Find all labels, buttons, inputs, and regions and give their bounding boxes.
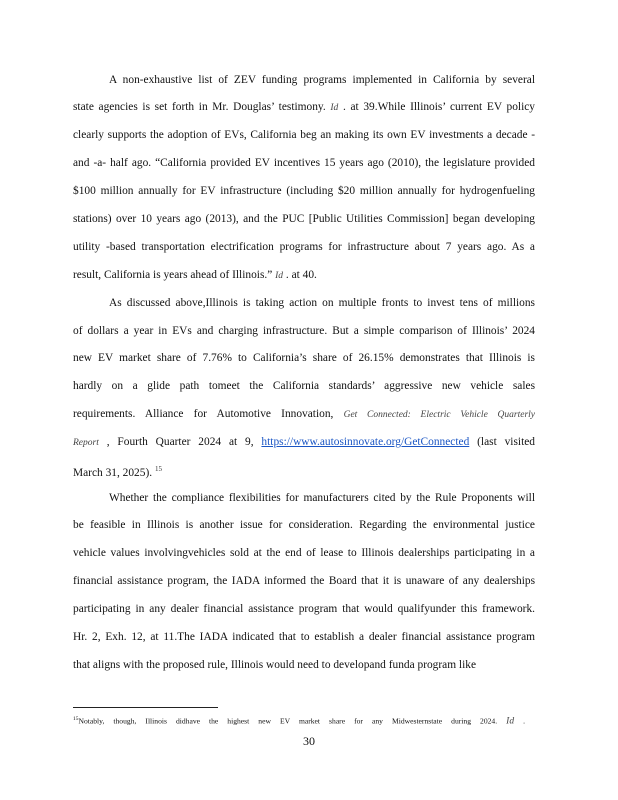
text-line bbox=[73, 602, 535, 616]
text-line bbox=[73, 351, 535, 365]
text-segment: financial assistance program, the IADA informed the Board that it is unaware of any dealerships bbox=[73, 575, 535, 587]
citation-italic: Get Connected: Electric Vehicle Quarterly bbox=[343, 410, 535, 420]
text-segment: and -a- half ago. “California provided EV incentives 15 years ago (2010), the legislature provided bbox=[73, 157, 535, 169]
text-segment: . at 39.While Illinois’ current EV policy bbox=[338, 101, 535, 113]
text-line bbox=[73, 156, 535, 170]
text-segment: that aligns with the proposed rule, Illinois would need to developand funda program like bbox=[73, 659, 477, 671]
citation-italic: Report bbox=[73, 438, 99, 448]
text-segment: As discussed above,Illinois is taking action on multiple fronts to invest tens of millions bbox=[109, 297, 535, 309]
text-segment: of dollars a year in EVs and charging infrastructure. But a simple comparison of Illinois’ 2024 bbox=[73, 325, 535, 337]
text-segment: requirements. Alliance for Automotive Innovation, bbox=[73, 408, 344, 420]
text-segment: (last visited bbox=[469, 436, 535, 448]
text-line bbox=[73, 518, 535, 532]
text-segment: A non-exhaustive list of ZEV funding programs implemented in California by several bbox=[109, 74, 535, 86]
text-line bbox=[73, 268, 535, 283]
text-segment: Whether the compliance flexibilities for manufacturers cited by the Rule Proponents will bbox=[109, 492, 535, 504]
text-line bbox=[73, 128, 535, 142]
footnote-reference[interactable]: 15 bbox=[154, 465, 162, 473]
text-segment: stations) over 10 years ago (2013), and the PUC [Public Utilities Commission] began developing bbox=[73, 213, 535, 225]
text-line bbox=[73, 462, 535, 480]
footnote-separator bbox=[73, 707, 218, 708]
footnote-citation: Id bbox=[506, 716, 515, 727]
text-line bbox=[73, 100, 535, 115]
text-line bbox=[73, 407, 535, 422]
source-link[interactable]: https://www.autosinnovate.org/GetConnected bbox=[261, 436, 470, 448]
text-segment: hardly on a glide path tomeet the California standards’ aggressive new vehicle sales bbox=[73, 380, 535, 392]
text-line bbox=[109, 491, 535, 505]
text-segment: result, California is years ahead of Illinois.” bbox=[73, 269, 276, 281]
text-line bbox=[73, 379, 535, 393]
text-line bbox=[73, 212, 535, 226]
text-line bbox=[73, 630, 535, 644]
text-segment: vehicle values involvingvehicles sold at the end of lease to Illinois dealerships participating in a bbox=[73, 547, 535, 559]
text-segment: Hr. 2, Exh. 12, at 11.The IADA indicated that to establish a dealer financial assistance program bbox=[73, 631, 535, 643]
text-line bbox=[73, 546, 535, 560]
text-segment: $100 million annually for EV infrastructure (including $20 million annually for hydrogenfueling bbox=[73, 185, 535, 197]
text-segment: . at 40. bbox=[283, 269, 317, 281]
citation-italic: Id bbox=[330, 103, 339, 113]
text-line bbox=[73, 184, 535, 198]
text-segment: utility -based transportation electrification programs for infrastructure about 7 years ago. As a bbox=[73, 241, 535, 253]
text-line bbox=[73, 240, 535, 254]
text-line bbox=[109, 73, 535, 87]
footnote-text: Notably, though, Illinois didhave the highest new EV market share for any Midwesternstate during 2024. bbox=[78, 716, 498, 726]
text-segment: , Fourth Quarter 2024 at 9, bbox=[98, 436, 262, 448]
citation-italic: Id bbox=[275, 271, 284, 281]
text-segment: be feasible in Illinois is another issue for consideration. Regarding the environmental justice bbox=[73, 519, 535, 531]
text-segment: state agencies is set forth in Mr. Douglas’ testimony. bbox=[73, 101, 331, 113]
text-segment: clearly supports the adoption of EVs, California beg an making its own EV investments a decade - bbox=[73, 129, 535, 141]
footnote-tail: . bbox=[514, 716, 525, 726]
text-line bbox=[73, 435, 535, 450]
text-line bbox=[73, 574, 535, 588]
text-line bbox=[73, 324, 535, 338]
text-segment: new EV market share of 7.76% to California’s share of 26.15% demonstrates that Illinois is bbox=[73, 352, 535, 364]
footnote bbox=[73, 714, 525, 727]
text-segment: March 31, 2025). bbox=[73, 466, 155, 479]
footnote-number: 15 bbox=[73, 716, 79, 722]
text-line bbox=[109, 296, 535, 310]
text-line bbox=[73, 658, 535, 672]
page-number: 30 bbox=[303, 734, 315, 748]
text-segment: participating in any dealer financial assistance program that would qualifyunder this framework. bbox=[73, 603, 535, 615]
